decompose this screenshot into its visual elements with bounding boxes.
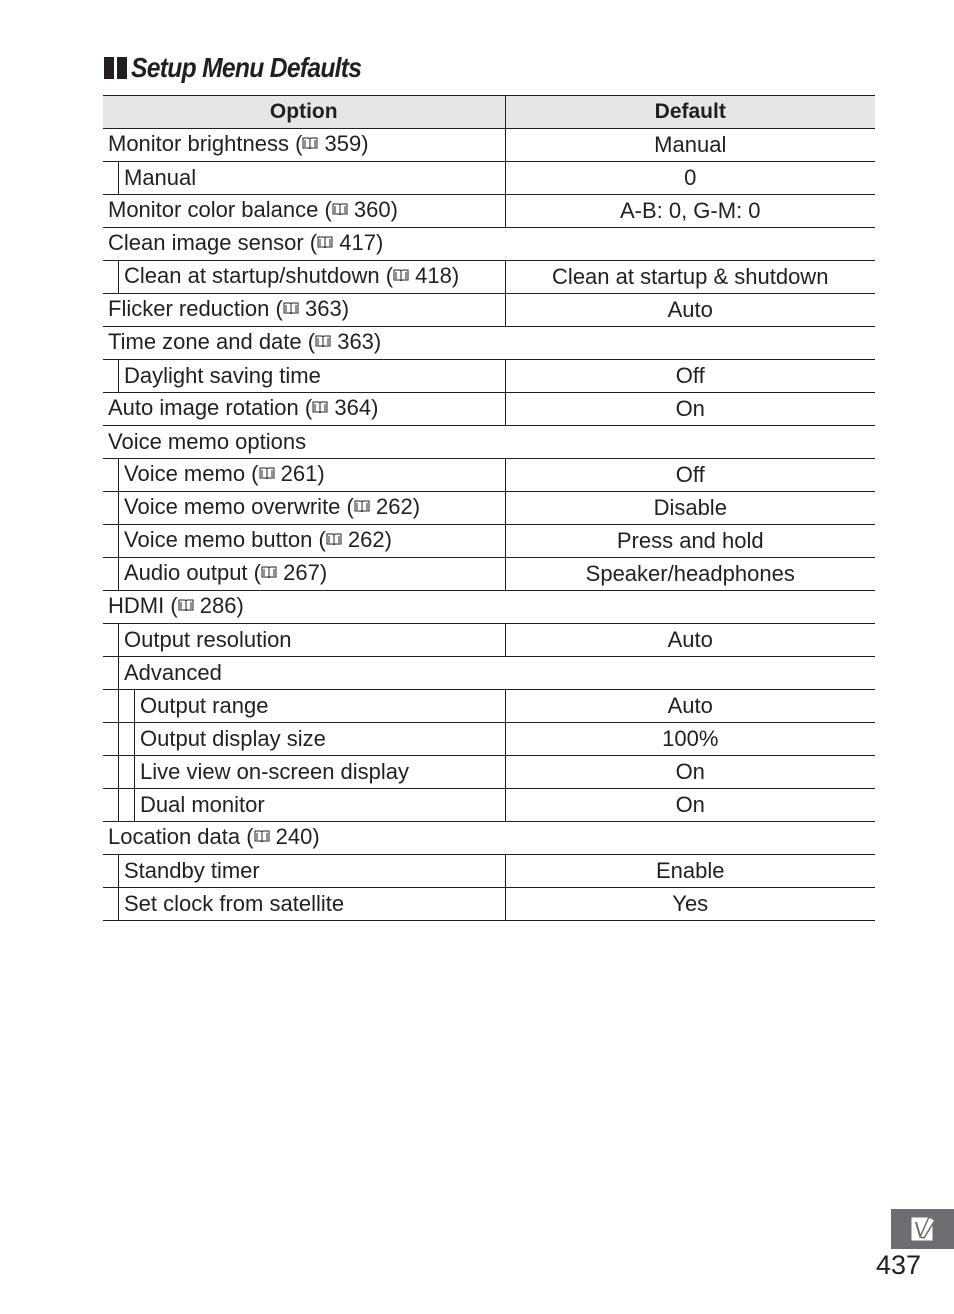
book-icon xyxy=(354,493,370,525)
book-icon xyxy=(259,460,275,492)
option-label xyxy=(119,657,222,689)
page-ref[interactable]: 363 xyxy=(304,295,342,321)
option-cell xyxy=(103,129,505,162)
option-text: Output display size xyxy=(140,726,326,751)
option-text: Monitor color balance ( xyxy=(108,196,332,222)
option-text: Voice memo button ( xyxy=(124,526,326,552)
option-label xyxy=(103,392,378,427)
ref-close: ) xyxy=(317,460,325,486)
option-text: Time zone and date ( xyxy=(108,328,316,354)
option-cell xyxy=(103,789,505,822)
option-label xyxy=(103,128,369,163)
page-ref[interactable]: 363 xyxy=(337,328,374,354)
default-value: Auto xyxy=(505,294,875,327)
ref-close: ) xyxy=(341,295,350,321)
option-label xyxy=(135,690,268,722)
page-ref[interactable]: 286 xyxy=(199,592,237,618)
default-value: Speaker/headphones xyxy=(505,558,875,591)
indent-rule xyxy=(103,756,119,788)
option-cell xyxy=(103,657,875,690)
option-text: Flicker reduction ( xyxy=(108,295,283,321)
option-text: Advanced xyxy=(124,660,222,685)
option-cell xyxy=(103,195,505,228)
indent-rule xyxy=(103,360,119,392)
table-row xyxy=(103,360,875,393)
table-row xyxy=(103,624,875,657)
option-cell xyxy=(103,822,875,855)
page-ref[interactable]: 418 xyxy=(415,262,452,288)
default-value: Off xyxy=(505,459,875,492)
table-row xyxy=(103,888,875,921)
table-row xyxy=(103,162,875,195)
option-cell xyxy=(103,525,505,558)
table-row xyxy=(103,822,875,855)
table-row xyxy=(103,657,875,690)
book-icon xyxy=(302,130,318,162)
setup-defaults-table xyxy=(103,95,875,921)
page-ref[interactable]: 261 xyxy=(280,460,318,486)
option-cell xyxy=(103,723,505,756)
header-default: Default xyxy=(505,96,875,129)
option-cell xyxy=(103,294,505,327)
option-text: Output range xyxy=(140,693,269,718)
option-text: Voice memo options xyxy=(108,429,307,454)
ref-close: ) xyxy=(384,526,392,552)
book-icon xyxy=(283,295,299,327)
section-heading xyxy=(104,46,393,90)
option-cell xyxy=(103,756,505,789)
option-label xyxy=(103,821,320,856)
table-row xyxy=(103,327,875,360)
table-row xyxy=(103,261,875,294)
table-row xyxy=(103,129,875,162)
table-row xyxy=(103,723,875,756)
indent-rule xyxy=(103,162,119,194)
indent-rule xyxy=(119,723,135,755)
table-row xyxy=(103,492,875,525)
option-cell xyxy=(103,855,505,888)
option-cell xyxy=(103,360,505,393)
option-text: Set clock from satellite xyxy=(124,891,345,916)
option-cell xyxy=(103,393,505,426)
ref-close: ) xyxy=(390,196,398,222)
default-value: Manual xyxy=(505,129,875,162)
option-label xyxy=(135,723,326,755)
option-label xyxy=(119,624,292,656)
section-title: Setup Menu Defaults xyxy=(131,52,362,83)
table-row xyxy=(103,591,875,624)
option-text: Voice memo ( xyxy=(124,460,259,486)
page-ref[interactable]: 360 xyxy=(353,196,391,222)
option-label xyxy=(103,293,349,328)
option-text: Monitor brightness ( xyxy=(108,130,303,156)
default-value: Enable xyxy=(505,855,875,888)
option-label xyxy=(119,162,196,194)
default-value: A-B: 0, G-M: 0 xyxy=(505,195,875,228)
table-row xyxy=(103,789,875,822)
indent-rule xyxy=(103,855,119,887)
table-header-row xyxy=(103,96,875,129)
default-value: Disable xyxy=(505,492,875,525)
page-ref[interactable]: 364 xyxy=(334,394,372,420)
default-value: On xyxy=(505,789,875,822)
indent-rule xyxy=(119,789,135,821)
book-icon xyxy=(312,394,328,426)
indent-rule xyxy=(103,459,119,491)
header-option: Option xyxy=(103,96,505,129)
option-label xyxy=(119,360,321,392)
table-row xyxy=(103,459,875,492)
option-label xyxy=(103,227,383,262)
indent-rule xyxy=(103,558,119,590)
option-cell xyxy=(103,591,875,624)
table-row xyxy=(103,690,875,723)
option-text: Location data ( xyxy=(108,823,254,849)
option-text: Dual monitor xyxy=(140,792,265,817)
table-row xyxy=(103,855,875,888)
table-row xyxy=(103,294,875,327)
double-square-marker-icon xyxy=(104,57,127,79)
table-row xyxy=(103,525,875,558)
option-label xyxy=(135,789,265,821)
book-icon xyxy=(315,328,331,360)
book-icon xyxy=(317,229,333,261)
ref-close: ) xyxy=(371,394,379,420)
indent-rule xyxy=(103,261,119,293)
option-text: Daylight saving time xyxy=(124,363,321,388)
option-cell xyxy=(103,261,505,294)
book-icon xyxy=(332,196,348,228)
option-label xyxy=(119,491,420,526)
ref-close: ) xyxy=(373,328,382,354)
book-icon xyxy=(393,262,409,294)
option-text: Audio output ( xyxy=(124,559,261,585)
indent-rule xyxy=(103,525,119,557)
option-label xyxy=(119,888,344,920)
indent-rule xyxy=(103,690,119,722)
default-value: Off xyxy=(505,360,875,393)
indent-rule xyxy=(103,789,119,821)
default-value: Press and hold xyxy=(505,525,875,558)
table-row xyxy=(103,756,875,789)
book-icon xyxy=(178,592,194,624)
page-ref[interactable]: 359 xyxy=(324,130,362,156)
book-icon xyxy=(261,559,277,591)
option-cell xyxy=(103,624,505,657)
table-row xyxy=(103,195,875,228)
option-text: HDMI ( xyxy=(108,592,178,618)
option-text: Clean at startup/shutdown ( xyxy=(124,262,394,288)
option-cell xyxy=(103,426,875,459)
default-value: 0 xyxy=(505,162,875,195)
page-ref[interactable]: 417 xyxy=(339,229,376,255)
option-cell xyxy=(103,690,505,723)
indent-rule xyxy=(103,657,119,689)
indent-rule xyxy=(103,492,119,524)
ref-close: ) xyxy=(361,130,369,156)
default-value: 100% xyxy=(505,723,875,756)
option-text: Output resolution xyxy=(124,627,292,652)
option-cell xyxy=(103,558,505,591)
ref-close: ) xyxy=(375,229,384,255)
ref-close: ) xyxy=(451,262,460,288)
page-ref[interactable]: 240 xyxy=(275,823,313,849)
default-value: On xyxy=(505,393,875,426)
option-cell xyxy=(103,492,505,525)
ref-close: ) xyxy=(236,592,244,618)
option-label xyxy=(103,426,306,458)
table-row xyxy=(103,558,875,591)
option-label xyxy=(135,756,409,788)
option-cell xyxy=(103,888,505,921)
ref-close: ) xyxy=(412,493,421,519)
table-row xyxy=(103,426,875,459)
indent-rule xyxy=(119,690,135,722)
table-row xyxy=(103,393,875,426)
option-text: Live view on-screen display xyxy=(140,759,410,784)
option-text: Clean image sensor ( xyxy=(108,229,318,255)
indent-rule xyxy=(119,756,135,788)
option-cell xyxy=(103,327,875,360)
ref-close: ) xyxy=(319,559,328,585)
book-icon xyxy=(254,823,270,855)
option-text: Manual xyxy=(124,165,197,190)
ref-close: ) xyxy=(312,823,320,849)
option-label xyxy=(119,557,327,592)
option-text: Auto image rotation ( xyxy=(108,394,313,420)
option-cell xyxy=(103,228,875,261)
option-label xyxy=(103,326,381,361)
option-label xyxy=(119,855,260,887)
indent-rule xyxy=(103,888,119,920)
option-text: Voice memo overwrite ( xyxy=(124,493,354,519)
table-row xyxy=(103,228,875,261)
indent-rule xyxy=(103,624,119,656)
option-label xyxy=(119,458,325,493)
option-text: Standby timer xyxy=(124,858,260,883)
default-value: Yes xyxy=(505,888,875,921)
default-value: Auto xyxy=(505,690,875,723)
indent-rule xyxy=(103,723,119,755)
default-value: Clean at startup & shutdown xyxy=(505,261,875,294)
pencil-note-tab-icon xyxy=(891,1209,954,1249)
page-ref[interactable]: 262 xyxy=(347,526,385,552)
book-icon xyxy=(326,526,342,558)
option-label xyxy=(119,524,392,559)
option-label xyxy=(103,194,398,229)
option-cell xyxy=(103,162,505,195)
option-cell xyxy=(103,459,505,492)
page-ref[interactable]: 262 xyxy=(375,493,413,519)
default-value: Auto xyxy=(505,624,875,657)
page-number: 437 xyxy=(876,1250,922,1280)
page-ref[interactable]: 267 xyxy=(283,559,320,585)
default-value: On xyxy=(505,756,875,789)
option-label xyxy=(103,590,244,625)
option-label xyxy=(119,260,459,295)
